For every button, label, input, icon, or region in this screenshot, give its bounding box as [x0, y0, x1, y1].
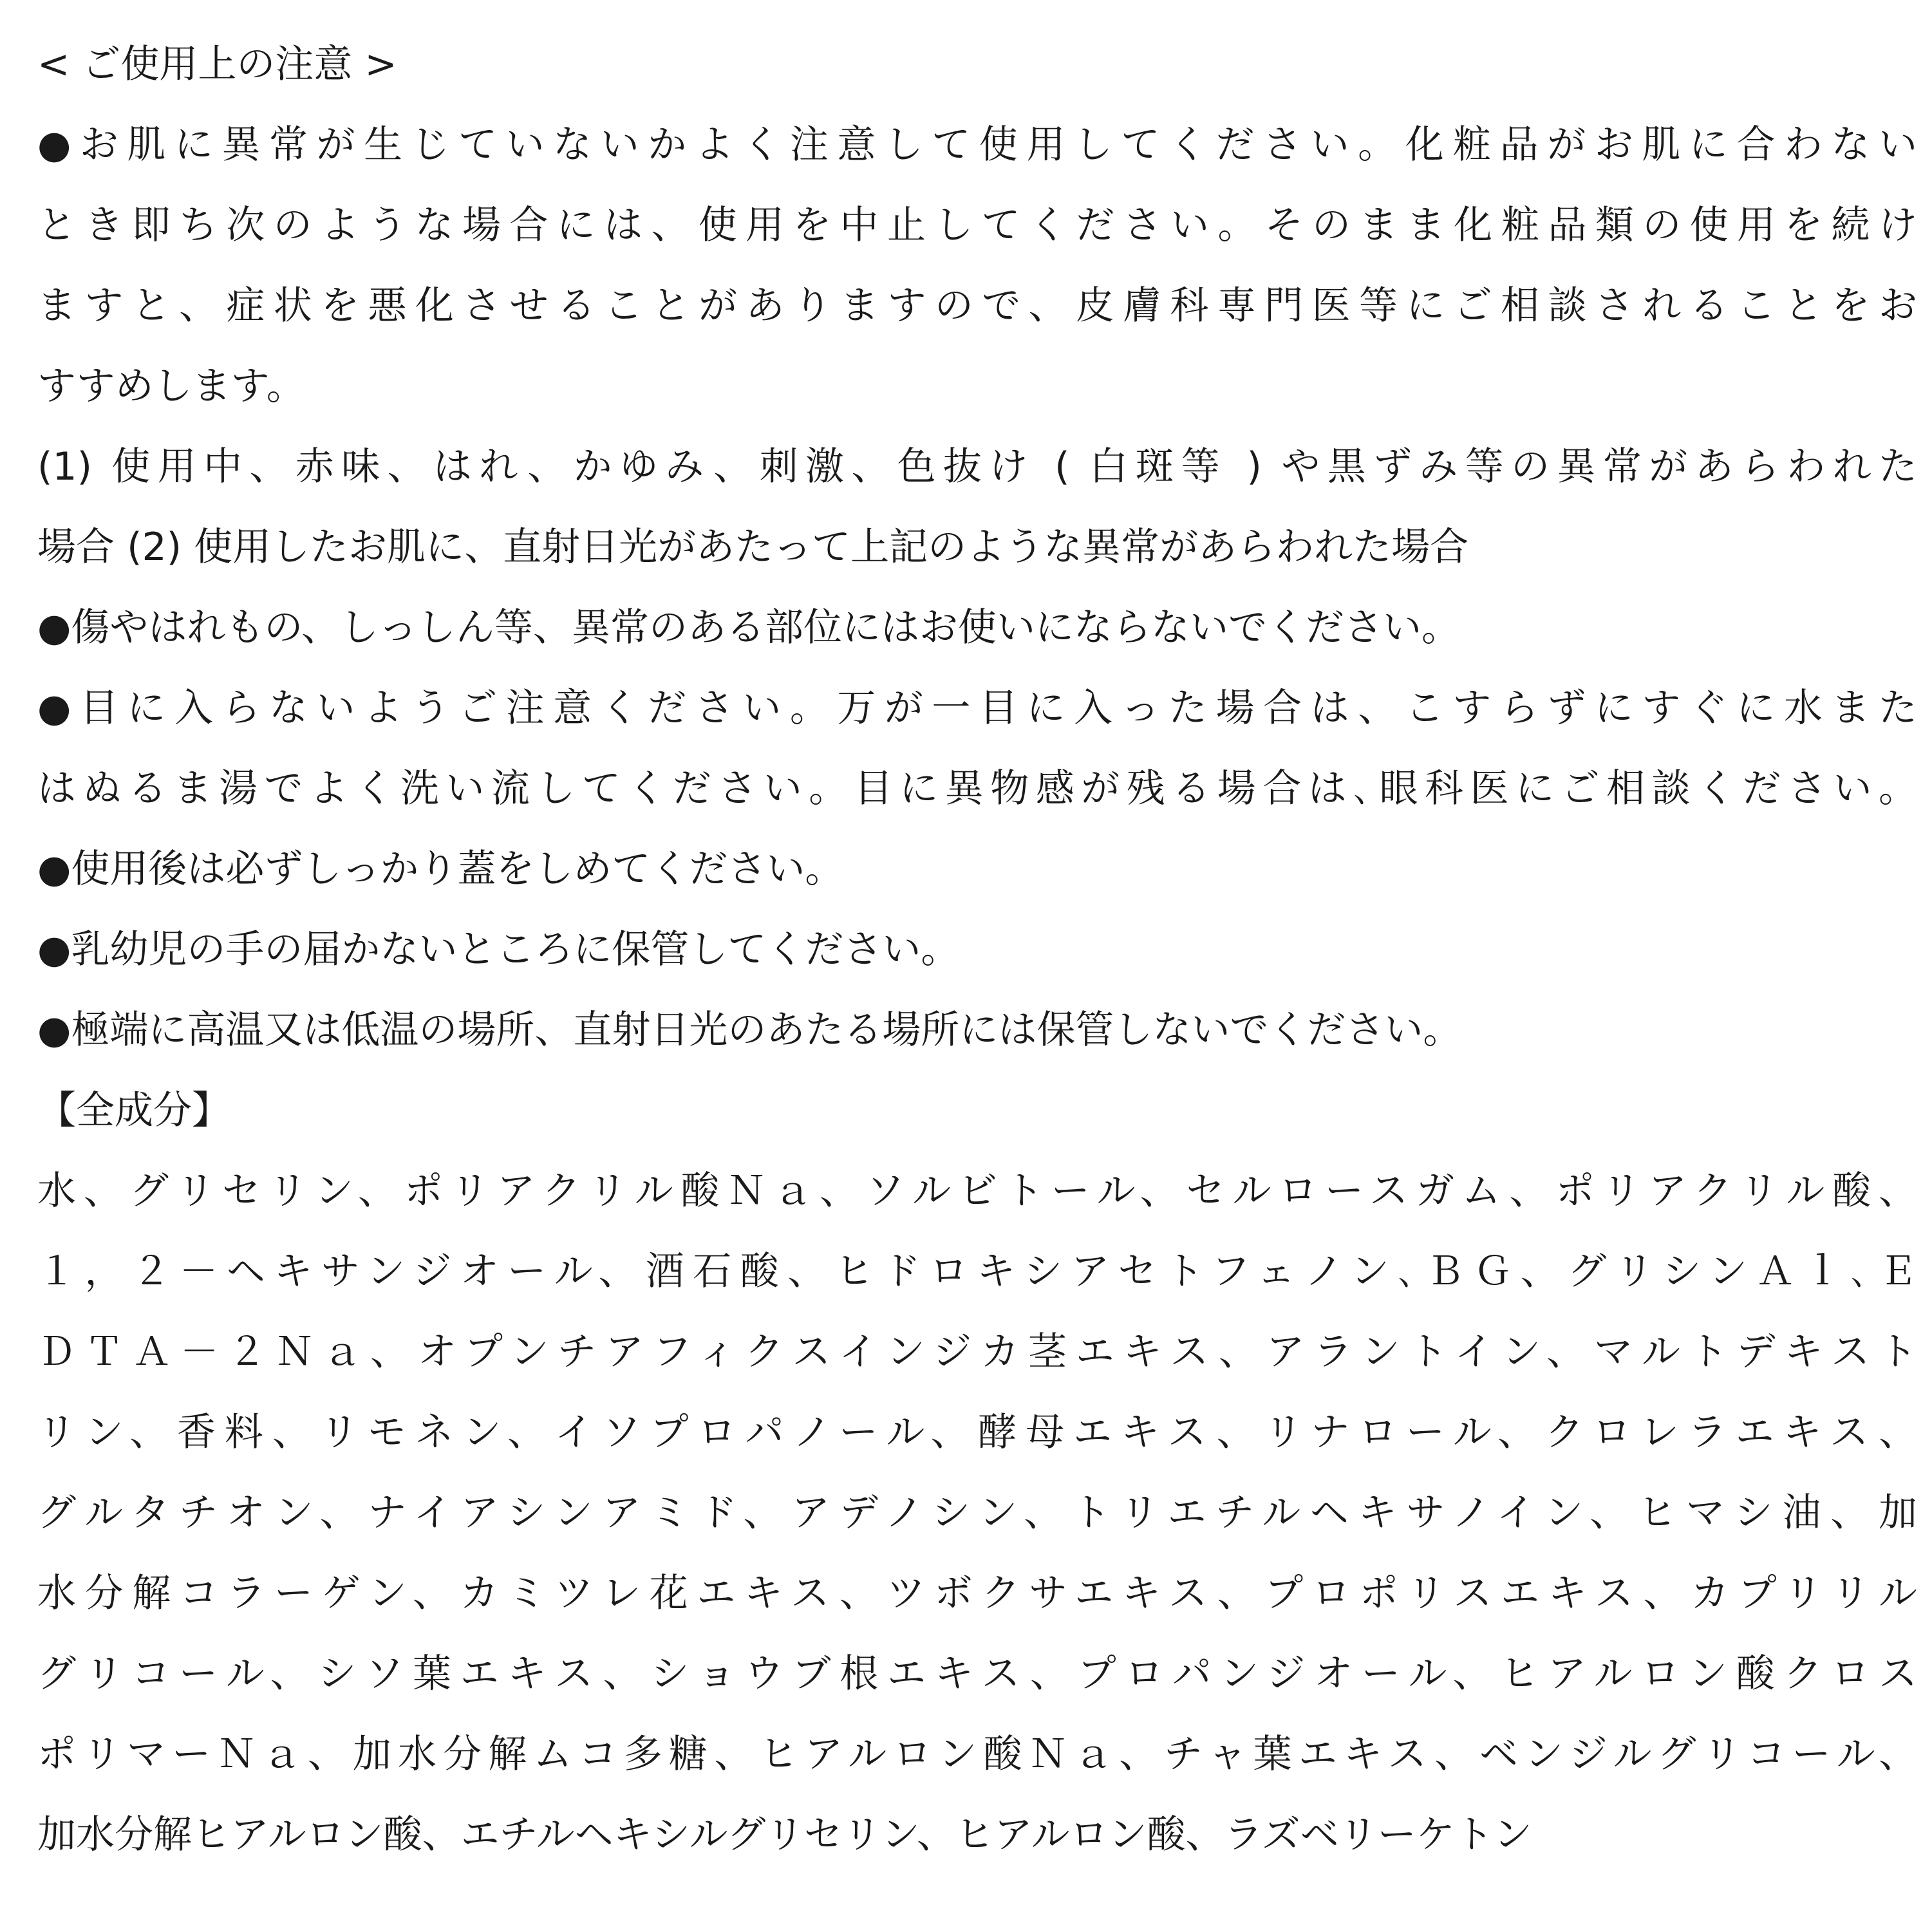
- ingredients-line-7: グリコール、シソ葉エキス、ショウブ根エキス、プロパンジオール、ヒアルロン酸クロス: [37, 1651, 1917, 1696]
- label-text-block: [37, 0, 1917, 1875]
- precaution-bullet-1-line-4: すすめします。: [37, 364, 305, 409]
- precaution-bullet-3-line-2: はぬるま湯でよく洗い流してください。目に異物感が残る場合は､眼科医にご相談ください。: [37, 766, 1917, 811]
- precaution-bullet-6: ●極端に高温又は低温の場所、直射日光のあたる場所には保管しないでください。: [37, 1008, 1462, 1053]
- precaution-bullet-5: ●乳幼児の手の届かないところに保管してください。: [37, 927, 960, 972]
- precautions-heading: < ご使用上の注意 >: [37, 42, 397, 87]
- ingredients-line-6: 水分解コラーゲン、カミツレ花エキス、ツボクサエキス、プロポリスエキス、カプリリル: [37, 1571, 1917, 1616]
- ingredients-line-9: 加水分解ヒアルロン酸、エチルヘキシルグリセリン、ヒアルロン酸、ラズベリーケトン: [37, 1812, 1532, 1857]
- ingredients-line-8: ポリマーＮａ、加水分解ムコ多糖、ヒアルロン酸Ｎａ、チャ葉エキス、ベンジルグリコール、: [37, 1732, 1917, 1777]
- precaution-cases-line-1: (1) 使用中、赤味、はれ、かゆみ、刺激、色抜け ( 白斑等 ) や黒ずみ等の異常があらわれた: [37, 444, 1917, 489]
- precaution-bullet-3-line-1: ●目に入らないようご注意ください。万が一目に入った場合は、こすらずにすぐに水また: [37, 686, 1917, 731]
- ingredients-line-4: リン、香料、リモネン、イソプロパノール、酵母エキス、リナロール、クロレラエキス、: [37, 1410, 1917, 1455]
- precaution-bullet-4: ●使用後は必ずしっかり蓋をしめてください。: [37, 847, 844, 892]
- precaution-bullet-1-line-3: ますと、症状を悪化させることがありますので、皮膚科専門医等にご相談されることをお: [37, 283, 1917, 328]
- ingredients-line-1: 水、グリセリン、ポリアクリル酸Ｎａ、ソルビトール、セルロースガム、ポリアクリル酸、: [37, 1168, 1917, 1214]
- ingredients-line-2: １，２－ヘキサンジオール、酒石酸、ヒドロキシアセトフェノン､ＢＧ、グリシンＡｌ､Ｅ: [37, 1249, 1917, 1294]
- precaution-bullet-1-line-1: ●お肌に異常が生じていないかよく注意して使用してください。化粧品がお肌に合わない: [37, 122, 1917, 167]
- precaution-cases-line-2: 場合 (2) 使用したお肌に、直射日光があたって上記のような異常があらわれた場合: [37, 525, 1469, 570]
- ingredients-line-5: グルタチオン、ナイアシンアミド、アデノシン、トリエチルヘキサノイン、ヒマシ油、加: [37, 1490, 1917, 1535]
- precaution-bullet-1-line-2: とき即ち次のような場合には、使用を中止してください。そのまま化粧品類の使用を続け: [37, 203, 1917, 248]
- ingredients-line-3: ＤＴＡ－２Ｎａ、オプンチアフィクスインジカ茎エキス、アラントイン、マルトデキスト: [37, 1329, 1917, 1374]
- ingredients-heading: 【全成分】: [37, 1088, 230, 1133]
- precaution-bullet-2: ●傷やはれもの、しっしん等、異常のある部位にはお使いにならないでください。: [37, 605, 1460, 650]
